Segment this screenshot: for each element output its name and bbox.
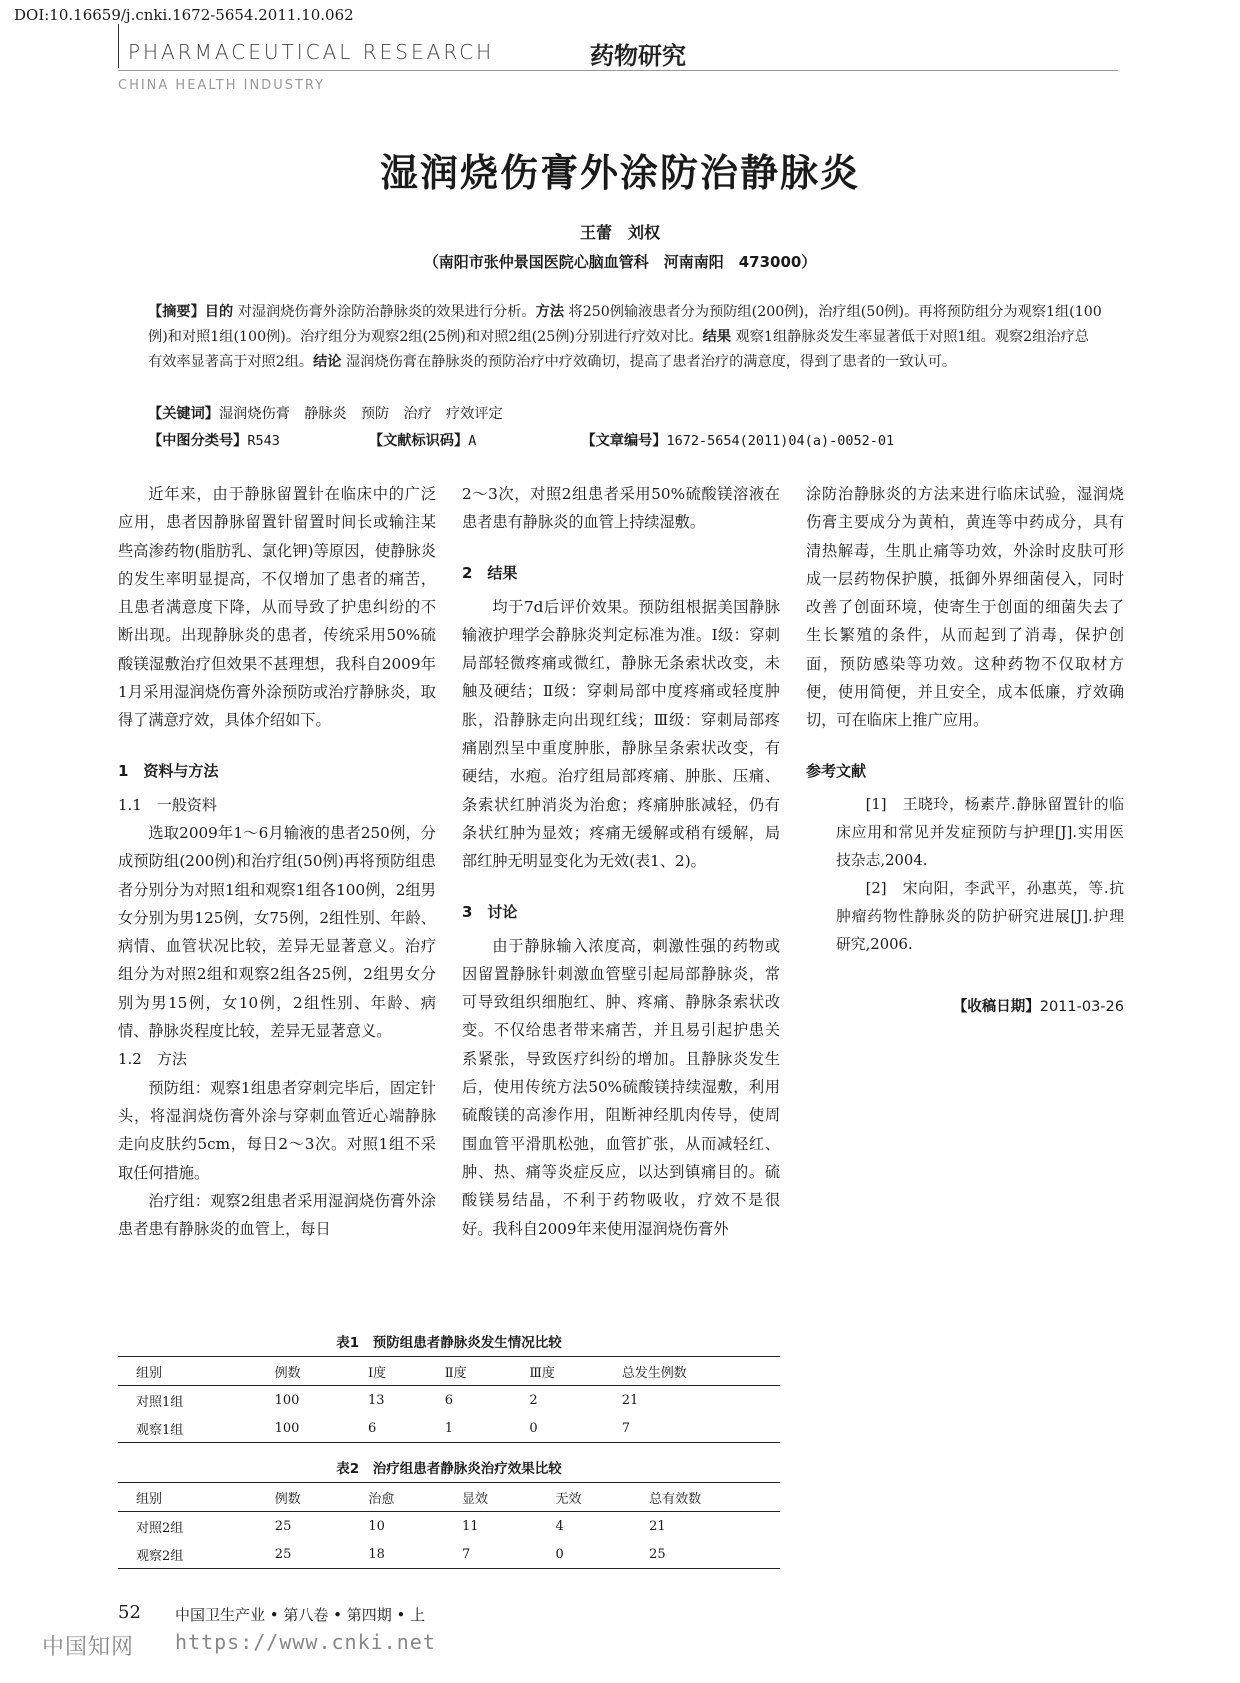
table-cell: 6 [350, 1414, 427, 1443]
article-no-value: 1672-5654(2011)04(a)-0052-01 [666, 433, 895, 449]
table-cell: 2 [529, 1392, 538, 1408]
table-cell: 10 [368, 1518, 385, 1534]
table-2-title: 表2 治疗组患者静脉炎治疗效果比较 [336, 1461, 562, 1477]
table-header-cell: 无效 [538, 1483, 632, 1512]
section-1-2-paragraph-2: 治疗组：观察2组患者采用湿润烧伤膏外涂患者患有静脉炎的血管上，每日 [118, 1191, 436, 1239]
table-cell: 100 [274, 1392, 300, 1408]
table-cell: 观察2组 [118, 1540, 257, 1569]
article-affiliation: （南阳市张仲景国医院心脑血管科 河南南阳 473000） [423, 253, 817, 271]
table-header-cell: 组别 [118, 1357, 257, 1386]
page-number: 52 [118, 1602, 141, 1623]
footer-journal: 中国卫生产业 • 第八卷 • 第四期 • 上 [175, 1606, 426, 1624]
section-1-heading: 1 资料与方法 [118, 761, 219, 780]
result-text: 观察1组静脉炎发生率显著低于对照1组。观察2组治疗总有效率显著高于对照2组。 [148, 329, 1089, 370]
table-cell: 100 [257, 1414, 350, 1443]
keywords [148, 403, 1108, 423]
article-no-label: 【文章编号】 [581, 433, 667, 449]
abstract [148, 300, 1103, 375]
table-header-cell: 例数 [257, 1483, 351, 1512]
table-header-cell: 总发生例数 [604, 1357, 780, 1386]
body-column-3 [806, 480, 1124, 1021]
table-header-cell: Ⅰ度 [350, 1357, 427, 1386]
table-cell: 0 [538, 1540, 632, 1569]
table-cell: 18 [350, 1540, 444, 1569]
section-1-2-heading: 1.2 方法 [118, 1050, 187, 1069]
table-cell: 1 [427, 1414, 512, 1443]
section-1-2-paragraph-2-cont: 2～3次，对照2组患者采用50%硫酸镁溶液在患者患有静脉炎的血管上持续湿敷。 [462, 485, 780, 532]
table-cell: 7 [604, 1414, 780, 1443]
objective-text: 对湿润烧伤膏外涂防治静脉炎的效果进行分析。 [237, 304, 536, 320]
table-cell: 13 [368, 1392, 385, 1408]
table-cell: 7 [444, 1540, 538, 1569]
cnki-url-link[interactable]: https://www.cnki.net [175, 1630, 436, 1654]
journal-section-cn: 药物研究 [590, 42, 686, 70]
table-cell: 对照2组 [136, 1520, 184, 1536]
clc-label: 【中图分类号】 [148, 433, 248, 449]
conclusion-label: 结论 [313, 354, 342, 370]
section-3-heading: 3 讨论 [462, 902, 518, 921]
body-column-1 [118, 480, 436, 1243]
table-header-cell: 例数 [257, 1357, 350, 1386]
doc-code-value: A [468, 433, 477, 449]
table-header-cell: 显效 [444, 1483, 538, 1512]
table-row [118, 1540, 780, 1569]
table-header-cell: 总有效数 [631, 1483, 780, 1512]
journal-section-en: PHARMACEUTICAL RESEARCH [128, 40, 495, 64]
table-row [118, 1386, 780, 1415]
table-cell: 4 [555, 1518, 564, 1534]
abstract-label: 【摘要】 [148, 304, 205, 320]
method-text: 将250例输液患者分为预防组(200例)，治疗组(50例)。再将预防组分为观察1组(100例)和对照1组(100例)。治疗组分为观察2组(25例)和对照2组(25例)分别进行疗效对比。 [148, 304, 1102, 345]
received-value: 2011-03-26 [1039, 998, 1124, 1015]
section-3-text-cont: 涂防治静脉炎的方法来进行临床试验，湿润烧伤膏主要成分为黄柏，黄连等中药成分，具有清热解毒，生肌止痛等功效，外涂时皮肤可形成一层药物保护膜，抵御外界细菌侵入，同时改善了创面环境，使寄生于创面的细菌失去了生长繁殖的条件，从而起到了消毒，保护创面，预防感染等功效。这种药物不仅取材方便，使用简便，并且安全，成本低廉，疗效确切，可在临床上推广应用。 [806, 485, 1124, 730]
table-header-row [118, 1483, 780, 1512]
result-label: 结果 [702, 329, 732, 345]
table-row [118, 1512, 780, 1541]
reference-1: [1] 王晓玲，杨素芹.静脉留置针的临床应用和常见并发症预防与护理[J].实用医技杂志,2004. [836, 795, 1124, 869]
doi-text: DOI:10.16659/j.cnki.1672-5654.2011.10.062 [14, 6, 354, 24]
method-label: 方法 [535, 304, 565, 320]
conclusion-text: 湿润烧伤膏在静脉炎的预防治疗中疗效确切，提高了患者治疗的满意度，得到了患者的一致认可。 [346, 354, 957, 370]
table-header-cell: Ⅱ度 [427, 1357, 512, 1386]
header-vertical-rule [118, 24, 119, 68]
header-rule [118, 70, 1118, 71]
table-cell: 对照1组 [136, 1394, 184, 1410]
article-title: 湿润烧伤膏外涂防治静脉炎 [379, 150, 860, 195]
table-cell: 21 [621, 1392, 639, 1408]
body-column-2 [462, 480, 780, 1243]
keywords-label: 【关键词】 [148, 406, 219, 422]
cnki-logo: 中国知网 [42, 1635, 135, 1660]
references-heading: 参考文献 [806, 761, 867, 780]
received-label: 【收稿日期】 [952, 998, 1040, 1015]
table-cell: 25 [274, 1518, 292, 1534]
objective-label: 目的 [204, 304, 234, 320]
section-3-text: 由于静脉输入浓度高，刺激性强的药物或因留置静脉针刺激血管壁引起局部静脉炎，常可导致组织细胞红、肿、疼痛、静脉条索状改变。不仅给患者带来痛苦，并且易引起护患关系紧张，导致医疗纠纷的增加。且静脉炎发生后，使用传统方法50%硫酸镁持续湿敷，利用硫酸镁的高渗作用，阻断神经肌肉传导，使周围血管平滑肌松弛，血管扩张，从而减轻红、肿、热、痛等炎症反应，以达到镇痛目的。硫酸镁易结晶，不利于药物吸收，疗效不是很好。我科自2009年来使用湿润烧伤膏外 [462, 936, 780, 1238]
table-1 [118, 1356, 780, 1443]
table-header-cell: 组别 [118, 1483, 257, 1512]
journal-name-en: CHINA HEALTH INDUSTRY [118, 78, 326, 93]
section-1-2-paragraph-1: 预防组：观察1组患者穿刺完毕后，固定针头，将湿润烧伤膏外涂与穿刺血管近心端静脉走向皮肤约5cm，每日2～3次。对照1组不采取任何措施。 [118, 1078, 436, 1182]
classification-row [148, 430, 1108, 450]
table-cell: 25 [257, 1540, 351, 1569]
table-row [118, 1414, 780, 1443]
article-authors: 王蕾 刘权 [579, 223, 660, 242]
section-1-1-heading: 1.1 一般资料 [118, 795, 217, 814]
section-1-1-text: 选取2009年1～6月输液的患者250例，分成预防组(200例)和治疗组(50例)再将预防组患者分别分为对照1组和观察1组各100例，2组男女分别为男125例，女75例，2组性别、年龄、病情、血管状况比较，差异无显著意义。治疗组分为对照2组和观察2组各25例，2组男女分别为男15例，女10例，2组性别、年龄、病情、静脉炎程度比较，差异无显著意义。 [118, 823, 436, 1041]
doc-code-label: 【文献标识码】 [368, 433, 469, 449]
table-header-cell: Ⅲ度 [511, 1357, 603, 1386]
table-cell: 0 [511, 1414, 603, 1443]
section-2-heading: 2 结果 [462, 563, 518, 582]
table-cell: 25 [631, 1540, 780, 1569]
received-date [806, 993, 1124, 1021]
table-cell: 21 [649, 1518, 666, 1534]
table-2 [118, 1482, 780, 1569]
table-header-row [118, 1357, 780, 1386]
keywords-text: 湿润烧伤膏 静脉炎 预防 治疗 疗效评定 [218, 406, 503, 422]
table-cell: 观察1组 [118, 1414, 257, 1443]
table-header-cell: 治愈 [350, 1483, 444, 1512]
table-cell: 6 [444, 1392, 454, 1408]
table-1-title: 表1 预防组患者静脉炎发生情况比较 [336, 1335, 562, 1351]
intro-paragraph: 近年来，由于静脉留置针在临床中的广泛应用，患者因静脉留置针留置时间长或输注某些高渗药物(脂肪乳、氯化钾)等原因，使静脉炎的发生率明显提高，不仅增加了患者的痛苦，且患者满意度下降，从而导致了护患纠纷的不断出现。出现静脉炎的患者，传统采用50%硫酸镁湿敷治疗但效果不甚理想，我科自2009年1月采用湿润烧伤膏外涂预防或治疗静脉炎，取得了满意疗效，具体介绍如下。 [118, 485, 436, 730]
reference-2: [2] 宋向阳，李武平，孙惠英，等.抗肿瘤药物性静脉炎的防护研究进展[J].护理研究,2006. [836, 879, 1124, 953]
clc-value: R543 [247, 433, 280, 449]
table-cell: 11 [461, 1518, 479, 1534]
section-2-text: 均于7d后评价效果。预防组根据美国静脉输液护理学会静脉炎判定标准为准。Ⅰ级：穿刺局部轻微疼痛或微红，静脉无条索状改变，未触及硬结；Ⅱ级：穿刺局部中度疼痛或轻度肿胀，沿静脉走向出现红线；Ⅲ级：穿刺局部疼痛剧烈呈中重度肿胀，静脉呈条索状改变，有硬结，水疱。治疗组局部疼痛、肿胀、压痛、条索状红肿消炎为治愈；疼痛肿胀减轻，仍有条状红肿为显效；疼痛无缓解或稍有缓解，局部红肿无明显变化为无效(表1、2)。 [462, 597, 780, 871]
